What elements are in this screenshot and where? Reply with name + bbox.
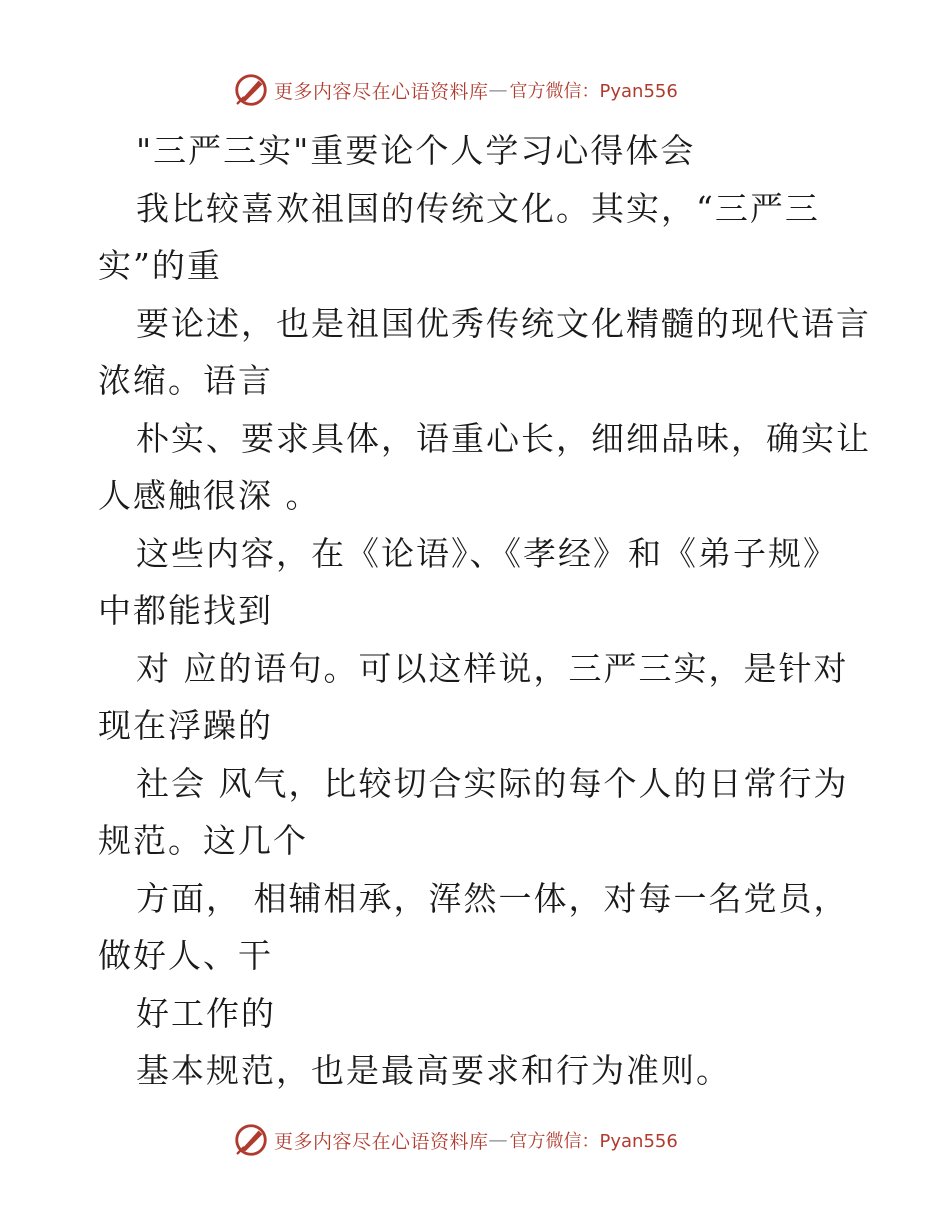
text-line: 中都能找到 [98,591,273,630]
text-line: 做好人、干 [98,936,273,975]
text-line: 人感触很深 。 [98,476,321,515]
text-line: 这些内容，在《论语》、《孝经》和《弟子规》 [136,533,838,573]
text-line: 社会 风气，比较切合实际的每个人的日常行为 [136,763,849,803]
text-line: 我比较喜欢祖国的传统文化。其实，“三严三 [136,188,820,228]
text-line: 实”的重 [98,246,222,285]
red-quill-seal-icon [232,1121,270,1159]
red-quill-seal-icon [232,71,270,109]
text-line: 规范。这几个 [98,821,308,860]
text-line: 对 应的语句。可以这样说，三严三实，是针对 [136,648,849,688]
text-line: 浓缩。语言 [98,361,273,400]
banner-separator: — [488,79,508,101]
banner-contact: 官方微信：Pyan556 [509,1131,678,1152]
text-line: 基本规范，也是最高要求和行为准则。 [136,1051,731,1090]
footer-banner [232,1120,678,1160]
header-banner [232,70,678,110]
text-line: 朴实、要求具体，语重心长，细细品味，确实让 [136,418,871,458]
banner-separator: — [488,1129,508,1151]
banner-text: 更多内容尽在心语资料库 [274,80,489,103]
document-title: "三严三实"重要论个人学习心得体会 [136,131,696,170]
banner-contact: 官方微信：Pyan556 [509,81,678,102]
banner-text: 更多内容尽在心语资料库 [274,1130,489,1153]
text-line: 好工作的 [136,993,276,1033]
document-body [98,122,871,1100]
text-line: 要论述，也是祖国优秀传统文化精髓的现代语言 [136,303,871,343]
text-line: 方面， 相辅相承，浑然一体，对每一名党员， [136,878,849,918]
text-line: 现在浮躁的 [98,706,273,745]
